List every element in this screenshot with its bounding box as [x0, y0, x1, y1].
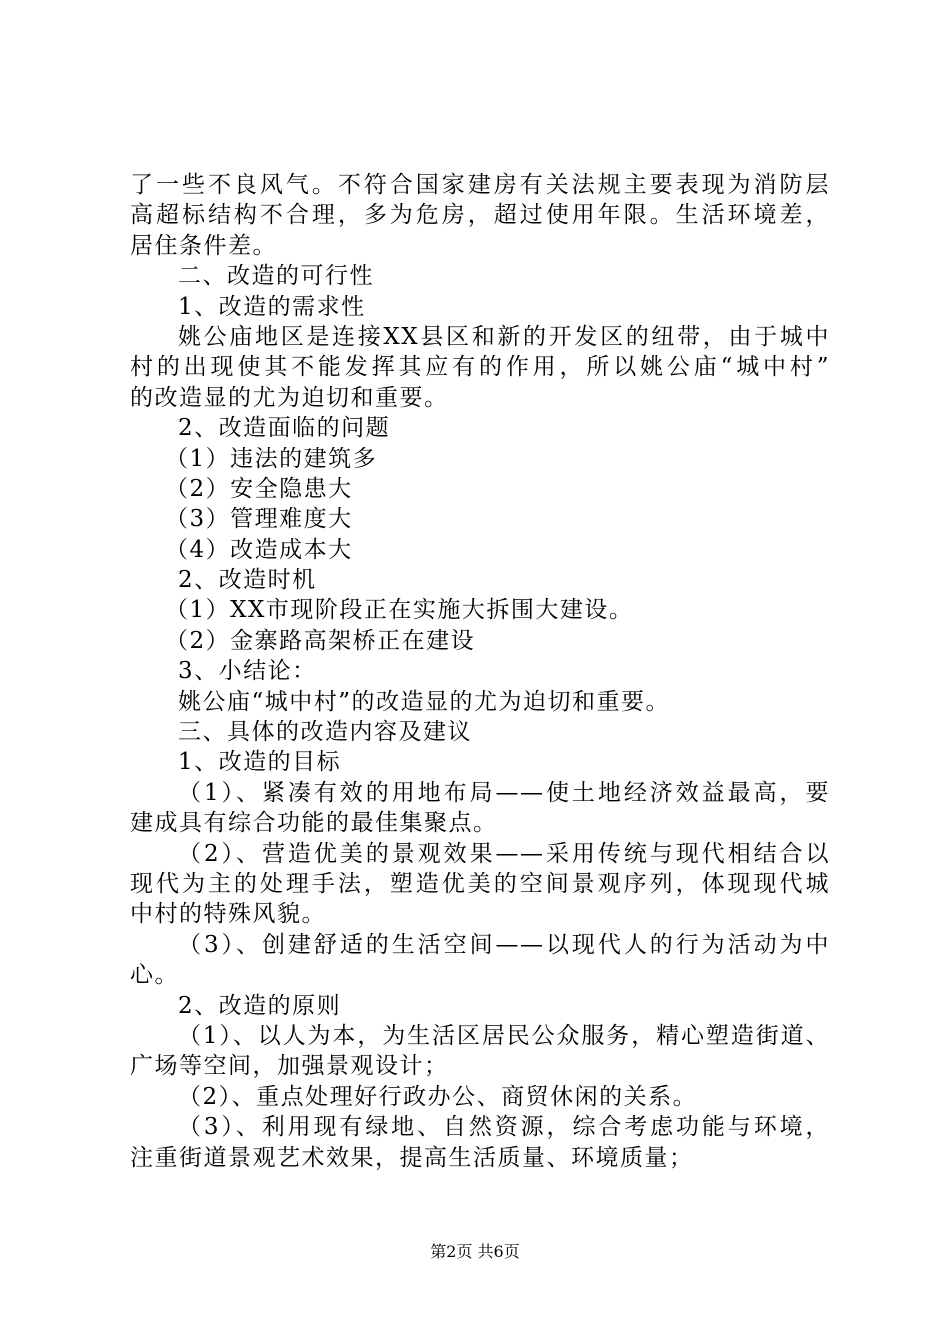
list-item: （4）改造成本大 — [165, 536, 353, 563]
section-heading: 三、具体的改造内容及建议 — [178, 719, 472, 746]
text-line: 的改造显的尤为迫切和重要。 — [130, 384, 449, 411]
text-line: （3）、创建舒适的生活空间——以现代人的行为活动为中 — [178, 931, 830, 958]
list-item: （1）违法的建筑多 — [165, 445, 378, 472]
text-line: （2）、营造优美的景观效果——采用传统与现代相结合以 — [178, 840, 830, 867]
text-line: 了一些不良风气。不符合国家建房有关法规主要表现为消防层 — [130, 172, 830, 198]
list-item: （2）安全隐患大 — [165, 475, 353, 502]
list-item: （1）XX市现阶段正在实施大拆围大建设。 — [165, 597, 634, 624]
subsection-heading: 1、改造的需求性 — [178, 293, 366, 320]
subsection-heading: 2、改造时机 — [178, 567, 317, 594]
text-line: （3）、利用现有绿地、自然资源，综合考虑功能与环境， — [178, 1114, 830, 1141]
subsection-heading: 2、改造面临的问题 — [178, 415, 391, 442]
text-line: 心。 — [130, 962, 179, 989]
text-line: 注重街道景观艺术效果，提高生活质量、环境质量； — [130, 1144, 694, 1171]
text-line: 姚公庙“城中村”的改造显的尤为迫切和重要。 — [178, 688, 671, 715]
text-line: 村的出现使其不能发挥其应有的作用，所以姚公庙“城中村” — [130, 354, 830, 381]
text-line: 现代为主的处理手法，塑造优美的空间景观序列，体现现代城 — [130, 870, 830, 897]
text-line: 中村的特殊风貌。 — [130, 901, 326, 928]
subsection-heading: 1、改造的目标 — [178, 749, 342, 776]
text-line: 姚公庙地区是连接XX县区和新的开发区的纽带，由于城中 — [178, 323, 830, 350]
section-heading: 二、改造的可行性 — [178, 263, 374, 290]
document-body — [130, 170, 830, 1173]
list-item: （3）管理难度大 — [165, 506, 353, 533]
text-line: 高超标结构不合理，多为危房，超过使用年限。生活环境差， — [130, 202, 830, 229]
subsection-heading: 3、小结论： — [178, 658, 317, 685]
text-line: （2）、重点处理好行政办公、商贸休闲的关系。 — [178, 1083, 698, 1110]
subsection-heading: 2、改造的原则 — [178, 992, 342, 1019]
text-line: （1）、以人为本，为生活区居民公众服务，精心塑造街道、 — [178, 1022, 830, 1049]
text-line: 广场等空间，加强景观设计； — [130, 1053, 449, 1080]
text-line: 建成具有综合功能的最佳集聚点。 — [130, 810, 498, 837]
list-item: （2）金寨路高架桥正在建设 — [165, 627, 476, 654]
page-number-footer: 第2页 共6页 — [430, 1242, 520, 1261]
text-line: 居住条件差。 — [130, 232, 277, 259]
text-line: （1）、紧凑有效的用地布局——使土地经济效益最高，要 — [178, 779, 830, 806]
